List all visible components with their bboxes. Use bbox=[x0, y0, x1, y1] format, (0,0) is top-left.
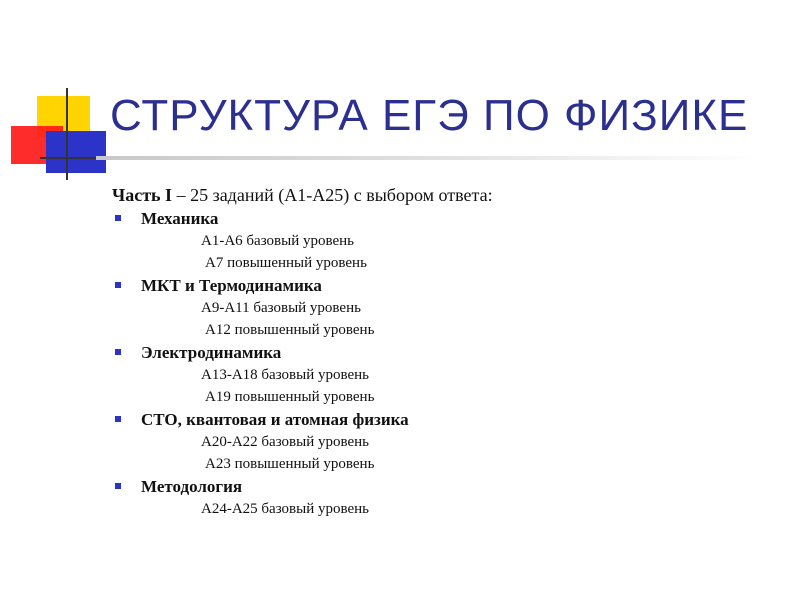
square-bullet-icon bbox=[115, 215, 121, 221]
level-line: А24-А25 базовый уровень bbox=[201, 501, 369, 517]
level-line: А23 повышенный уровень bbox=[205, 456, 375, 472]
title-underline bbox=[96, 156, 756, 160]
section-sto-quantum-atomic bbox=[112, 408, 772, 475]
section-heading-text: МКТ и Термодинамика bbox=[141, 276, 322, 295]
level-line: А20-А22 базовый уровень bbox=[201, 434, 369, 450]
section-heading bbox=[112, 408, 772, 431]
intro-part-label: Часть I bbox=[112, 185, 173, 205]
section-heading-text: Методология bbox=[141, 477, 243, 496]
section-heading bbox=[112, 475, 772, 498]
section-heading-text: Механика bbox=[141, 209, 219, 228]
level-line: А1-А6 базовый уровень bbox=[201, 233, 354, 249]
section-heading bbox=[112, 341, 772, 364]
deco-blue-square bbox=[46, 131, 106, 173]
square-bullet-icon bbox=[115, 416, 121, 422]
level-line: А9-А11 базовый уровень bbox=[201, 300, 361, 316]
slide-title: СТРУКТУРА ЕГЭ ПО ФИЗИКЕ bbox=[110, 91, 749, 140]
section-methodology bbox=[112, 475, 772, 520]
level-line: А7 повышенный уровень bbox=[205, 255, 367, 271]
square-bullet-icon bbox=[115, 483, 121, 489]
section-electrodynamics bbox=[112, 341, 772, 408]
slide-content bbox=[112, 183, 772, 520]
square-bullet-icon bbox=[115, 282, 121, 288]
section-heading bbox=[112, 274, 772, 297]
intro-line bbox=[112, 183, 772, 207]
deco-vertical-line bbox=[66, 88, 68, 180]
section-heading bbox=[112, 207, 772, 230]
level-line: А19 повышенный уровень bbox=[205, 389, 375, 405]
level-line: А12 повышенный уровень bbox=[205, 322, 375, 338]
square-bullet-icon bbox=[115, 349, 121, 355]
section-heading-text: Электродинамика bbox=[141, 343, 282, 362]
intro-part-text: – 25 заданий (А1-А25) с выбором ответа: bbox=[172, 185, 493, 205]
level-line: А13-А18 базовый уровень bbox=[201, 367, 369, 383]
section-mkt-thermodynamics bbox=[112, 274, 772, 341]
section-mechanics bbox=[112, 207, 772, 274]
section-heading-text: СТО, квантовая и атомная физика bbox=[141, 410, 409, 429]
